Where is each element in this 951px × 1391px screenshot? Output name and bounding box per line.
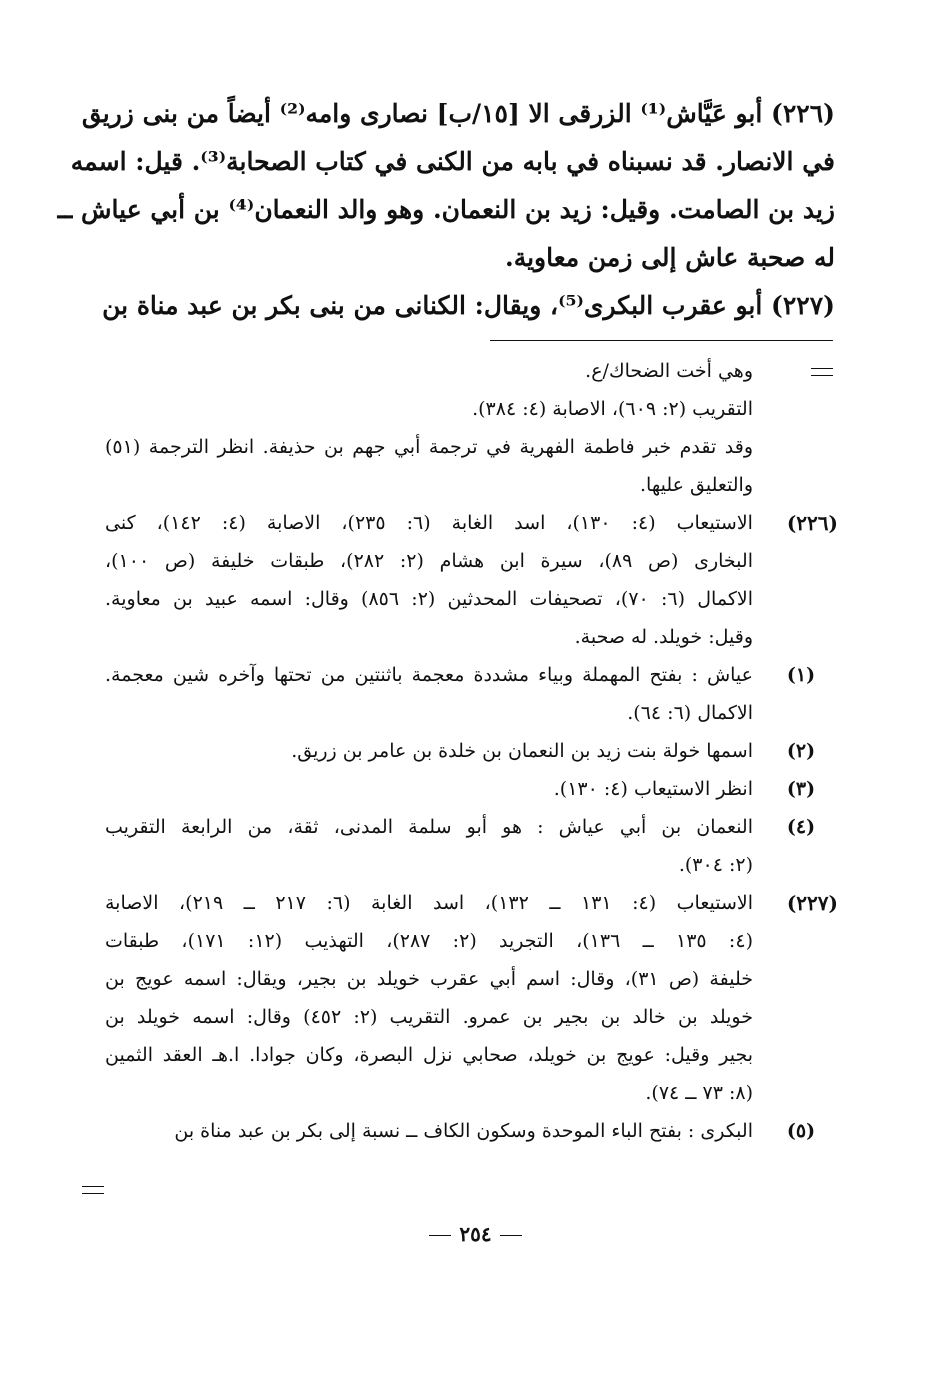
footnote-text: البخارى (ص ٨٩)، سيرة ابن هشام (٢: ٢٨٢)، طبقات خليفة (ص ١٠٠)، (105, 550, 753, 572)
footnote-number: (٢) (786, 740, 816, 762)
footnote-text: انظر الاستيعاب (٤: ١٣٠). (553, 778, 753, 800)
footnote-text: خليفة (ص ٣١)، وقال: اسم أبي عقرب خويلد بن بجير، ويقال: اسمه عويج بن (105, 968, 753, 990)
footnote-number: (٤) (786, 816, 816, 838)
footnote-line (0, 1036, 951, 1074)
footnote-line (0, 428, 951, 466)
footnotes (0, 352, 951, 1150)
footnote-line (0, 504, 951, 542)
main-line: زيد بن الصامت. وقيل: زيد بن النعمان. وهو والد النعمان⁽⁴⁾ بن أبي عياش ــ (57, 195, 835, 224)
footnote-text: وهي أخت الضحاك/ع. (585, 360, 753, 382)
page-number (0, 1222, 951, 1246)
continuation-mark-icon (82, 1186, 104, 1194)
footnote-text: (٢: ٣٠٤). (678, 854, 753, 876)
footnote-line (0, 542, 951, 580)
footnote-text: الاكمال (٦: ٧٠)، تصحيفات المحدثين (٢: ٨٥٦) وقال: اسمه عبيد بن معاوية. (105, 588, 753, 610)
page-number-text: ٢٥٤ (459, 1222, 492, 1246)
footnote-line (0, 846, 951, 884)
footnote-line (0, 466, 951, 504)
main-line: (٢٢٧) أبو عقرب البكرى⁽⁵⁾، ويقال: الكنانى من بنى بكر بن عبد مناة بن (102, 291, 835, 320)
footnote-text: الاستيعاب (٤: ١٣١ ــ ١٣٢)، اسد الغابة (٦: ٢١٧ ــ ٢١٩)، الاصابة (105, 892, 753, 914)
entry-reference-number: (٢٢٦) (786, 511, 838, 535)
footnote-number: (١) (786, 664, 816, 686)
footnote-text: بجير وقيل: عويج بن خويلد، صحابي نزل البصرة، وكان جوادا. ا.هـ العقد الثمين (105, 1044, 753, 1066)
footnote-text: الاستيعاب (٤: ١٣٠)، اسد الغابة (٦: ٢٣٥)، الاصابة (٤: ١٤٢)، كنى (105, 512, 753, 534)
footnote-line (0, 808, 951, 846)
footnote-line (0, 694, 951, 732)
footnote-line (0, 770, 951, 808)
footnote-text: وقد تقدم خبر فاطمة الفهرية في ترجمة أبي جهم بن حذيفة. انظر الترجمة (٥١) (105, 436, 753, 458)
footnote-text: البكرى : بفتح الباء الموحدة وسكون الكاف ــ نسبة إلى بكر بن عبد مناة بن (174, 1120, 753, 1142)
footnote-line (0, 884, 951, 922)
footnote-text: خويلد بن خالد بن بجير بن عمرو. التقريب (٢: ٤٥٢) وقال: اسمه خويلد بن (105, 1006, 753, 1028)
footnote-text: وقيل: خويلد. له صحبة. (574, 626, 753, 648)
footnote-text: عياش : بفتح المهملة وبياء مشددة معجمة باثنتين من تحتها وآخره شين معجمة. (105, 664, 753, 686)
entry-reference-number: (٢٢٧) (786, 891, 838, 915)
footnote-text: النعمان بن أبي عياش : هو أبو سلمة المدنى، ثقة، من الرابعة التقريب (105, 816, 753, 838)
footnote-line (0, 998, 951, 1036)
footnote-line (0, 922, 951, 960)
footnote-divider (490, 340, 833, 341)
main-line: في الانصار. قد نسبناه في بابه من الكنى في كتاب الصحابة⁽³⁾. قيل: اسمه (70, 147, 835, 176)
footnote-line (0, 656, 951, 694)
footnote-number: (٥) (786, 1120, 816, 1142)
footnote-line (0, 390, 951, 428)
footnote-line (0, 618, 951, 656)
footnote-line (0, 352, 951, 390)
footnote-line (0, 1074, 951, 1112)
footnote-text: الاكمال (٦: ٦٤). (627, 702, 753, 724)
footnote-text: (٤: ١٣٥ ــ ١٣٦)، التجريد (٢: ٢٨٧)، التهذيب (١٢: ١٧١)، طبقات (105, 930, 753, 952)
footnote-text: والتعليق عليها. (640, 474, 753, 496)
footnote-line (0, 1112, 951, 1150)
main-line: (٢٢٦) أبو عَيَّاش⁽¹⁾ الزرقى الا [١٥/ب] نصارى وامه⁽²⁾ أيضاً من بنى زريق (81, 99, 835, 128)
main-line: له صحبة عاش إلى زمن معاوية. (504, 243, 835, 272)
footnote-text: التقريب (٢: ٦٠٩)، الاصابة (٤: ٣٨٤). (472, 398, 753, 420)
footnote-text: (٨: ٧٣ ــ ٧٤). (645, 1082, 753, 1104)
footnote-line (0, 580, 951, 618)
footnote-line (0, 732, 951, 770)
main-text (57, 90, 835, 330)
footnote-number: (٣) (786, 778, 816, 800)
footnote-line (0, 960, 951, 998)
footnote-text: اسمها خولة بنت زيد بن النعمان بن خلدة بن عامر بن زريق. (291, 740, 753, 762)
